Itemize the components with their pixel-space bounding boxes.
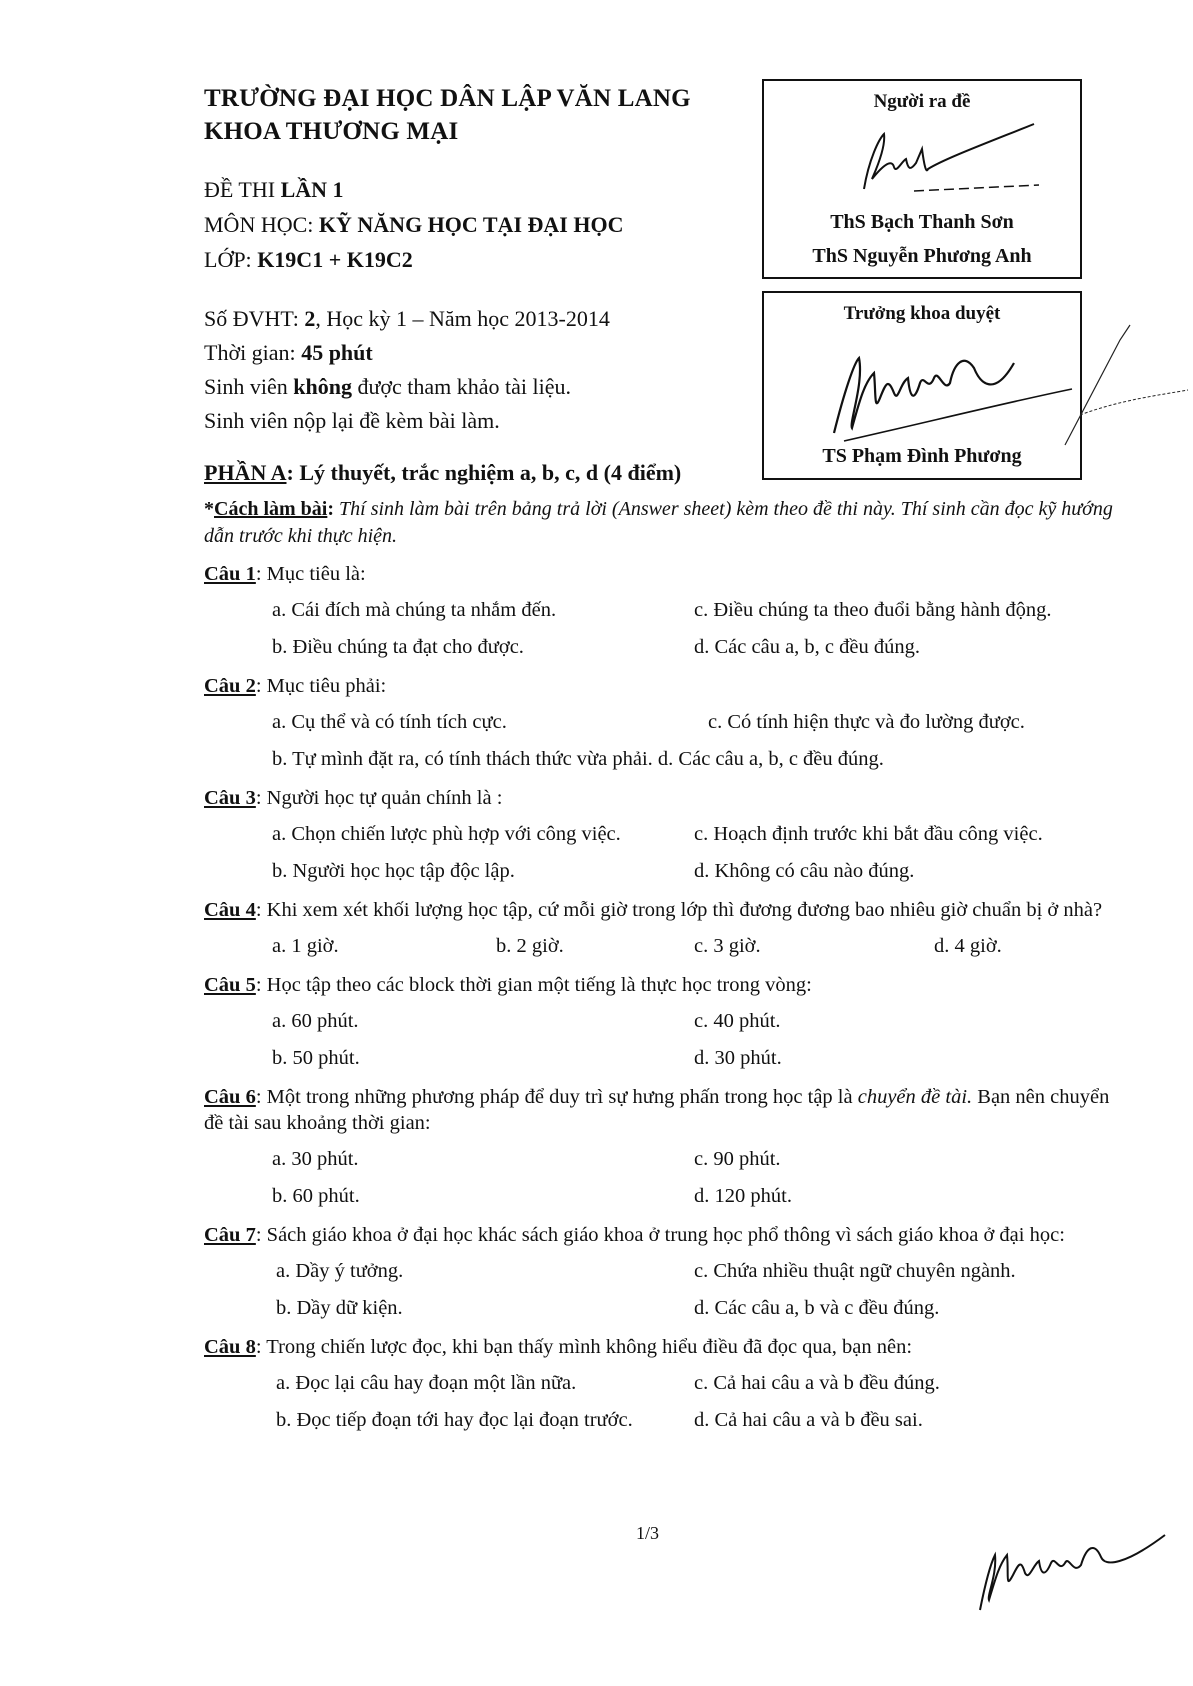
question-2: Câu 2: Mục tiêu phải: a. Cụ thể và có tính tích cực. c. Có tính hiện thực và đo lường được. b. Tự mình đặt ra, có tính thách thức vừa phải. d. Các câu a, b, c đều đúng. [204, 675, 1025, 770]
option-b: b. Người học học tập độc lập. [272, 860, 515, 882]
author-box-title: Người ra đề [873, 91, 971, 112]
approver-box-title: Trưởng khoa duyệt [843, 303, 1001, 324]
option-d: d. 120 phút. [694, 1185, 792, 1207]
part-a-heading: PHẦN A: Lý thuyết, trắc nghiệm a, b, c, d (4 điểm) [204, 460, 682, 485]
faculty-name: KHOA THƯƠNG MẠI [204, 118, 459, 145]
option-a: a. Dầy ý tưởng. [276, 1260, 404, 1282]
option-a: a. 60 phút. [272, 1010, 359, 1032]
option-b: b. Tự mình đặt ra, có tính thách thức vừa phải. d. Các câu a, b, c đều đúng. [272, 748, 884, 770]
option-c: c. 90 phút. [694, 1148, 781, 1170]
option-a: a. 30 phút. [272, 1148, 359, 1170]
exam-info [204, 172, 623, 277]
author-names [764, 205, 1080, 273]
question-5: Câu 5: Học tập theo các block thời gian một tiếng là thực học trong vòng: a. 60 phút. c. 40 phút. b. 50 phút. d. 30 phút. [204, 974, 812, 1069]
footer-signature-icon [965, 1515, 1193, 1615]
question-list [204, 561, 1114, 1446]
exam-subject: MÔN HỌC: KỸ NĂNG HỌC TẠI ĐẠI HỌC [204, 212, 624, 237]
option-c: c. Điều chúng ta theo đuổi bằng hành động. [694, 599, 1052, 621]
option-a: a. Cụ thể và có tính tích cực. [272, 711, 507, 733]
option-d: d. Các câu a, b và c đều đúng. [694, 1297, 940, 1319]
exam-attempt: ĐỀ THI LẦN 1 [204, 177, 344, 202]
option-b: b. Đọc tiếp đoạn tới hay đọc lại đoạn trước. [276, 1409, 633, 1431]
instructions-text: Thí sinh làm bài trên bảng trả lời (Answer sheet) kèm theo đề thi này. Thí sinh cần đọc kỹ hướng dẫn trước khi thực hiện. [204, 498, 1113, 547]
question-8: Câu 8: Trong chiến lược đọc, khi bạn thấy mình không hiểu điều đã đọc qua, bạn nên: a. Đọc lại câu hay đoạn một lần nữa. c. Cả hai câu a và b đều đúng. b. Đọc tiếp đoạn tới hay đọc lại đoạn trước. d. Cả hai câu a và b đều sai. [204, 1336, 940, 1431]
option-d: d. 4 giờ. [934, 935, 1002, 957]
school-header [204, 82, 691, 148]
option-b: b. 2 giờ. [496, 935, 564, 957]
question-4: Câu 4: Khi xem xét khối lượng học tập, cứ mỗi giờ trong lớp thì đương đương bao nhiêu giờ chuẩn bị ở nhà? a. 1 giờ. b. 2 giờ. c. 3 giờ. d. 4 giờ. [204, 899, 1103, 957]
option-d: d. Các câu a, b, c đều đúng. [694, 636, 920, 658]
option-a: a. Đọc lại câu hay đoạn một lần nữa. [276, 1372, 577, 1394]
question-7: Câu 7: Sách giáo khoa ở đại học khác sách giáo khoa ở trung học phổ thông vì sách giáo khoa ở đại học: a. Dầy ý tưởng. c. Chứa nhiều thuật ngữ chuyên ngành. b. Dầy dữ kiện. d. Các câu a, b và c đều đúng. [204, 1224, 1065, 1319]
option-a: a. 1 giờ. [272, 935, 339, 957]
exam-rule-submit: Sinh viên nộp lại đề kèm bài làm. [204, 408, 500, 433]
question-1: Câu 1: Mục tiêu là: a. Cái đích mà chúng ta nhắm đến. c. Điều chúng ta theo đuổi bằng hành động. b. Điều chúng ta đạt cho được. d. Các câu a, b, c đều đúng. [204, 563, 1052, 658]
author-signature-icon [844, 119, 1044, 199]
option-c: c. Cả hai câu a và b đều đúng. [694, 1372, 940, 1394]
exam-time: Thời gian: 45 phút [204, 340, 373, 365]
option-c: c. Hoạch định trước khi bắt đầu công việc. [694, 823, 1043, 845]
option-b: b. 60 phút. [272, 1185, 360, 1207]
exam-rule-materials: Sinh viên không được tham khảo tài liệu. [204, 374, 572, 399]
question-6: Câu 6: Một trong những phương pháp để duy trì sự hưng phấn trong học tập là chuyển đề tài. Bạn nên chuyển đề tài sau khoảng thời gian: a. 30 phút. c. 90 phút. b. 60 phút. d. 120 phút. [204, 1086, 1110, 1207]
option-c: c. 3 giờ. [694, 935, 761, 957]
exam-class: LỚP: K19C1 + K19C2 [204, 247, 413, 272]
option-c: c. Chứa nhiều thuật ngữ chuyên ngành. [694, 1260, 1016, 1282]
option-c: c. 40 phút. [694, 1010, 781, 1032]
option-d: d. 30 phút. [694, 1047, 782, 1069]
instructions: *Cách làm bài: Thí sinh làm bài trên bảng trả lời (Answer sheet) kèm theo đề thi này. Thí sinh cần đọc kỹ hướng dẫn trước khi thực hiện. [204, 498, 1113, 547]
signature-stroke-icon [1060, 320, 1190, 450]
approver-name: TS Phạm Đình Phương [822, 445, 1022, 467]
option-a: a. Cái đích mà chúng ta nhắm đến. [272, 599, 557, 621]
author-name-2: ThS Nguyễn Phương Anh [812, 245, 1032, 267]
school-name: TRƯỜNG ĐẠI HỌC DÂN LẬP VĂN LANG [204, 85, 691, 112]
exam-credits: Số ĐVHT: 2, Học kỳ 1 – Năm học 2013-2014 [204, 306, 610, 331]
option-c: c. Có tính hiện thực và đo lường được. [708, 711, 1025, 733]
option-a: a. Chọn chiến lược phù hợp với công việc. [272, 823, 621, 845]
option-b: b. Điều chúng ta đạt cho được. [272, 636, 524, 658]
option-d: d. Cả hai câu a và b đều sai. [694, 1409, 923, 1431]
author-box [762, 79, 1082, 279]
question-3: Câu 3: Người học tự quản chính là : a. Chọn chiến lược phù hợp với công việc. c. Hoạch định trước khi bắt đầu công việc. b. Người học học tập độc lập. d. Không có câu nào đúng. [204, 787, 1043, 882]
exam-details [204, 302, 610, 438]
option-d: d. Không có câu nào đúng. [694, 860, 915, 882]
option-b: b. Dầy dữ kiện. [276, 1297, 403, 1319]
approver-box [762, 291, 1082, 480]
page-number: 1/3 [636, 1523, 660, 1543]
author-name-1: ThS Bạch Thanh Sơn [830, 211, 1014, 233]
approver-signature-icon [804, 323, 1074, 443]
option-b: b. 50 phút. [272, 1047, 360, 1069]
